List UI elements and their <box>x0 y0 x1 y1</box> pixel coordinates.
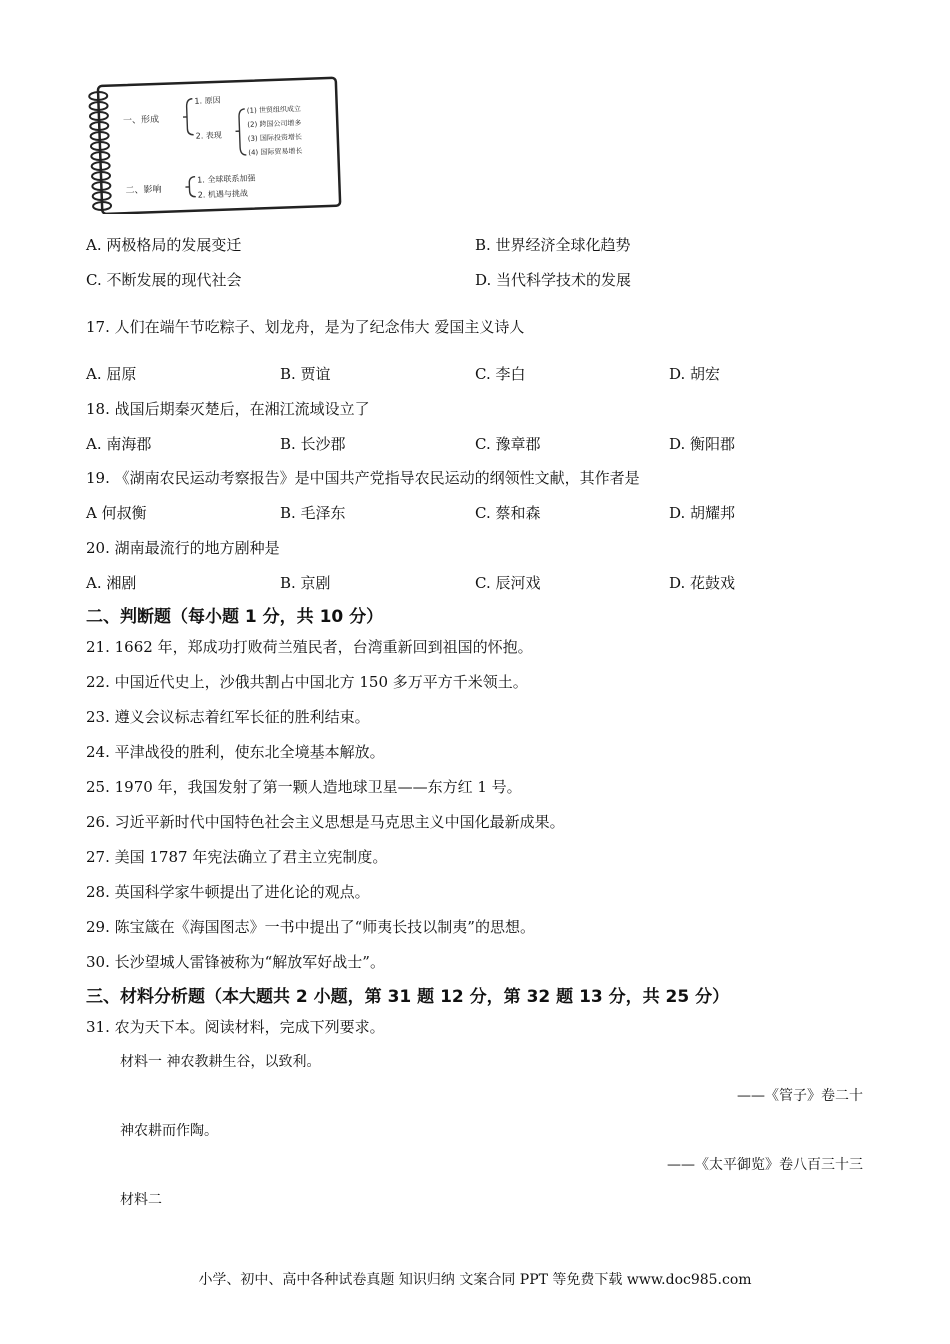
material-1: 材料一 神农教耕生谷，以致利。 <box>120 1054 321 1070</box>
option-b: B. 长沙郡 <box>280 435 346 453</box>
notebook-mindmap-image <box>86 76 344 214</box>
question-31: 31. 农为天下本。阅读材料，完成下列要求。 <box>86 1018 385 1036</box>
option-d: D. 花鼓戏 <box>669 574 736 592</box>
option-a: A. 两极格局的发展变迁 <box>86 236 242 254</box>
option-d: D. 衡阳郡 <box>669 435 736 453</box>
notebook-subitem: (4) 国际贸易增长 <box>248 146 303 157</box>
option-a: A. 南海郡 <box>86 435 152 453</box>
option-d: D. 胡宏 <box>669 365 721 383</box>
option-a: A 何叔衡 <box>86 504 147 522</box>
question-18: 18. 战国后期秦灭楚后，在湘江流域设立了 <box>86 400 370 418</box>
question-19: 19. 《湖南农民运动考察报告》是中国共产党指导农民运动的纲领性文献，其作者是 <box>86 469 640 487</box>
option-d: D. 胡耀邦 <box>669 504 736 522</box>
notebook-subitem: (2) 跨国公司增多 <box>247 118 302 129</box>
option-a: A. 屈原 <box>86 365 137 383</box>
option-b: B. 贾谊 <box>280 365 331 383</box>
judge-item: 29. 陈宝箴在《海国图志》一书中提出了“师夷长技以制夷”的思想。 <box>86 918 535 936</box>
judge-item: 25. 1970 年，我国发射了第一颗人造地球卫星——东方红 1 号。 <box>86 778 522 796</box>
judge-item: 30. 长沙望城人雷锋被称为“解放军好战士”。 <box>86 953 385 971</box>
notebook-item: 2. 机遇与挑战 <box>197 188 249 200</box>
notebook-section-2: 二、影响 <box>125 184 162 197</box>
option-b: B. 京剧 <box>280 574 331 592</box>
judge-item: 27. 美国 1787 年宪法确立了君主立宪制度。 <box>86 848 388 866</box>
option-b: B. 毛泽东 <box>280 504 346 522</box>
judge-item: 24. 平津战役的胜利，使东北全境基本解放。 <box>86 743 385 761</box>
material-1-extra-source: ——《太平御览》卷八百三十三 <box>667 1157 863 1173</box>
option-b: B. 世界经济全球化趋势 <box>475 236 631 254</box>
notebook-item: 1. 全球联系加强 <box>197 173 256 185</box>
option-d: D. 当代科学技术的发展 <box>475 271 632 289</box>
judge-item: 23. 遵义会议标志着红军长征的胜利结束。 <box>86 708 370 726</box>
judge-item: 28. 英国科学家牛顿提出了进化论的观点。 <box>86 883 370 901</box>
notebook-section-1: 一、形成 <box>122 114 160 127</box>
judge-item: 21. 1662 年，郑成功打败荷兰殖民者，台湾重新回到祖国的怀抱。 <box>86 638 533 656</box>
option-a: A. 湘剧 <box>86 574 137 592</box>
judge-item: 22. 中国近代史上，沙俄共割占中国北方 150 多万平方千米领土。 <box>86 673 528 691</box>
option-c: C. 李白 <box>475 365 526 383</box>
material-2: 材料二 <box>120 1192 162 1208</box>
option-c: C. 蔡和森 <box>475 504 541 522</box>
option-c: C. 豫章郡 <box>475 435 541 453</box>
question-20: 20. 湖南最流行的地方剧种是 <box>86 539 280 557</box>
section-3-heading: 三、材料分析题（本大题共 2 小题，第 31 题 12 分，第 32 题 13 分，共 25 分） <box>86 987 730 1007</box>
section-2-heading: 二、判断题（每小题 1 分，共 10 分） <box>86 607 384 627</box>
notebook-subitem: (1) 世贸组织成立 <box>246 104 302 115</box>
question-17: 17. 人们在端午节吃粽子、划龙舟，是为了纪念伟大 爱国主义诗人 <box>86 318 525 336</box>
option-c: C. 不断发展的现代社会 <box>86 271 242 289</box>
judge-item: 26. 习近平新时代中国特色社会主义思想是马克思主义中国化最新成果。 <box>86 813 565 831</box>
option-c: C. 辰河戏 <box>475 574 541 592</box>
notebook-item: 2. 表现 <box>195 130 223 141</box>
material-1-extra: 神农耕而作陶。 <box>120 1123 218 1139</box>
notebook-subitem: (3) 国际投资增长 <box>247 132 303 143</box>
material-1-source: ——《管子》卷二十 <box>737 1088 863 1104</box>
page-footer: 小学、初中、高中各种试卷真题 知识归纳 文案合同 PPT 等免费下载 www.doc985.com <box>198 1272 752 1288</box>
notebook-item: 1. 原因 <box>194 95 221 106</box>
